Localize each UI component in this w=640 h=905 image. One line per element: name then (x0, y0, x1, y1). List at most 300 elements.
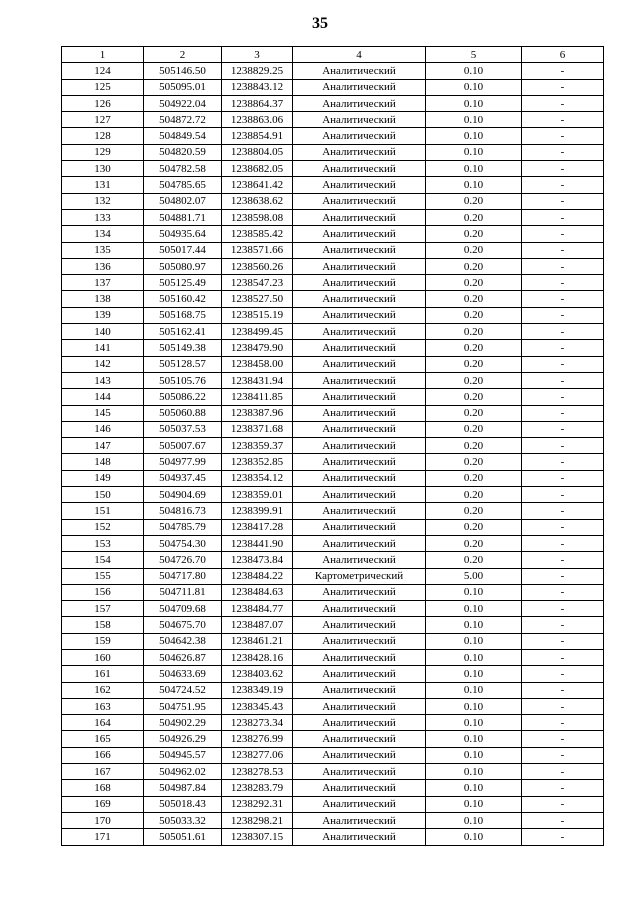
description-cell: - (522, 193, 604, 209)
method-cell: Аналитический (293, 780, 426, 796)
accuracy-cell: 0.20 (426, 487, 522, 503)
method-cell: Аналитический (293, 226, 426, 242)
y-coordinate-cell: 1238349.19 (222, 682, 293, 698)
table-row (62, 503, 604, 519)
description-cell: - (522, 829, 604, 845)
accuracy-cell: 0.10 (426, 144, 522, 160)
y-coordinate-cell: 1238441.90 (222, 535, 293, 551)
accuracy-cell: 0.10 (426, 112, 522, 128)
accuracy-cell: 0.10 (426, 617, 522, 633)
point-number-cell: 157 (62, 601, 144, 617)
x-coordinate-cell: 504816.73 (144, 503, 222, 519)
description-cell: - (522, 764, 604, 780)
x-coordinate-cell: 505051.61 (144, 829, 222, 845)
point-number-cell: 156 (62, 584, 144, 600)
point-number-cell: 124 (62, 63, 144, 79)
column-header: 4 (293, 47, 426, 63)
point-number-cell: 161 (62, 666, 144, 682)
x-coordinate-cell: 505128.57 (144, 356, 222, 372)
description-cell: - (522, 454, 604, 470)
description-cell: - (522, 340, 604, 356)
table-row (62, 438, 604, 454)
point-number-cell: 143 (62, 372, 144, 388)
column-header: 5 (426, 47, 522, 63)
point-number-cell: 166 (62, 747, 144, 763)
point-number-cell: 168 (62, 780, 144, 796)
y-coordinate-cell: 1238292.31 (222, 796, 293, 812)
accuracy-cell: 0.10 (426, 698, 522, 714)
table-row (62, 617, 604, 633)
accuracy-cell: 0.10 (426, 812, 522, 828)
x-coordinate-cell: 505168.75 (144, 307, 222, 323)
point-number-cell: 138 (62, 291, 144, 307)
accuracy-cell: 0.20 (426, 193, 522, 209)
y-coordinate-cell: 1238854.91 (222, 128, 293, 144)
method-cell: Аналитический (293, 617, 426, 633)
description-cell: - (522, 731, 604, 747)
column-header: 6 (522, 47, 604, 63)
y-coordinate-cell: 1238428.16 (222, 649, 293, 665)
y-coordinate-cell: 1238585.42 (222, 226, 293, 242)
y-coordinate-cell: 1238863.06 (222, 112, 293, 128)
table-row (62, 812, 604, 828)
y-coordinate-cell: 1238515.19 (222, 307, 293, 323)
point-number-cell: 148 (62, 454, 144, 470)
y-coordinate-cell: 1238359.01 (222, 487, 293, 503)
page-number: 35 (312, 15, 328, 32)
point-number-cell: 128 (62, 128, 144, 144)
table-row (62, 275, 604, 291)
method-cell: Аналитический (293, 356, 426, 372)
table-row (62, 584, 604, 600)
accuracy-cell: 0.10 (426, 764, 522, 780)
accuracy-cell: 0.10 (426, 666, 522, 682)
description-cell: - (522, 63, 604, 79)
accuracy-cell: 0.10 (426, 633, 522, 649)
x-coordinate-cell: 504785.65 (144, 177, 222, 193)
table-row (62, 324, 604, 340)
table-row (62, 209, 604, 225)
description-cell: - (522, 291, 604, 307)
table-row (62, 764, 604, 780)
accuracy-cell: 0.20 (426, 340, 522, 356)
method-cell: Аналитический (293, 715, 426, 731)
y-coordinate-cell: 1238864.37 (222, 95, 293, 111)
y-coordinate-cell: 1238354.12 (222, 470, 293, 486)
point-number-cell: 147 (62, 438, 144, 454)
y-coordinate-cell: 1238473.84 (222, 552, 293, 568)
x-coordinate-cell: 504675.70 (144, 617, 222, 633)
table-row (62, 79, 604, 95)
accuracy-cell: 0.10 (426, 829, 522, 845)
y-coordinate-cell: 1238345.43 (222, 698, 293, 714)
method-cell: Аналитический (293, 324, 426, 340)
description-cell: - (522, 584, 604, 600)
method-cell: Аналитический (293, 503, 426, 519)
method-cell: Аналитический (293, 698, 426, 714)
y-coordinate-cell: 1238283.79 (222, 780, 293, 796)
point-number-cell: 158 (62, 617, 144, 633)
method-cell: Аналитический (293, 601, 426, 617)
point-number-cell: 139 (62, 307, 144, 323)
y-coordinate-cell: 1238638.62 (222, 193, 293, 209)
table-row (62, 731, 604, 747)
point-number-cell: 134 (62, 226, 144, 242)
method-cell: Аналитический (293, 470, 426, 486)
y-coordinate-cell: 1238487.07 (222, 617, 293, 633)
accuracy-cell: 0.20 (426, 421, 522, 437)
x-coordinate-cell: 504751.95 (144, 698, 222, 714)
table-row (62, 112, 604, 128)
accuracy-cell: 0.10 (426, 780, 522, 796)
point-number-cell: 160 (62, 649, 144, 665)
point-number-cell: 171 (62, 829, 144, 845)
table-row (62, 128, 604, 144)
accuracy-cell: 0.20 (426, 307, 522, 323)
description-cell: - (522, 226, 604, 242)
point-number-cell: 165 (62, 731, 144, 747)
x-coordinate-cell: 504902.29 (144, 715, 222, 731)
point-number-cell: 169 (62, 796, 144, 812)
x-coordinate-cell: 504820.59 (144, 144, 222, 160)
point-number-cell: 144 (62, 389, 144, 405)
accuracy-cell: 0.10 (426, 95, 522, 111)
y-coordinate-cell: 1238461.21 (222, 633, 293, 649)
accuracy-cell: 0.20 (426, 291, 522, 307)
table-row (62, 552, 604, 568)
table-row (62, 63, 604, 79)
x-coordinate-cell: 504962.02 (144, 764, 222, 780)
description-cell: - (522, 209, 604, 225)
y-coordinate-cell: 1238484.22 (222, 568, 293, 584)
description-cell: - (522, 95, 604, 111)
table-row (62, 226, 604, 242)
x-coordinate-cell: 504782.58 (144, 161, 222, 177)
x-coordinate-cell: 504709.68 (144, 601, 222, 617)
description-cell: - (522, 796, 604, 812)
accuracy-cell: 0.20 (426, 356, 522, 372)
accuracy-cell: 0.20 (426, 389, 522, 405)
accuracy-cell: 0.10 (426, 128, 522, 144)
y-coordinate-cell: 1238273.34 (222, 715, 293, 731)
accuracy-cell: 0.20 (426, 552, 522, 568)
y-coordinate-cell: 1238458.00 (222, 356, 293, 372)
method-cell: Аналитический (293, 584, 426, 600)
y-coordinate-cell: 1238298.21 (222, 812, 293, 828)
method-cell: Аналитический (293, 829, 426, 845)
y-coordinate-cell: 1238411.85 (222, 389, 293, 405)
point-number-cell: 127 (62, 112, 144, 128)
method-cell: Аналитический (293, 421, 426, 437)
x-coordinate-cell: 504872.72 (144, 112, 222, 128)
description-cell: - (522, 258, 604, 274)
table-row (62, 698, 604, 714)
method-cell: Аналитический (293, 682, 426, 698)
description-cell: - (522, 503, 604, 519)
x-coordinate-cell: 504926.29 (144, 731, 222, 747)
y-coordinate-cell: 1238278.53 (222, 764, 293, 780)
x-coordinate-cell: 505095.01 (144, 79, 222, 95)
accuracy-cell: 0.20 (426, 470, 522, 486)
method-cell: Аналитический (293, 209, 426, 225)
method-cell: Аналитический (293, 63, 426, 79)
x-coordinate-cell: 505149.38 (144, 340, 222, 356)
description-cell: - (522, 698, 604, 714)
method-cell: Аналитический (293, 454, 426, 470)
table-row (62, 649, 604, 665)
x-coordinate-cell: 505017.44 (144, 242, 222, 258)
x-coordinate-cell: 504849.54 (144, 128, 222, 144)
x-coordinate-cell: 504626.87 (144, 649, 222, 665)
y-coordinate-cell: 1238484.77 (222, 601, 293, 617)
header-row (62, 47, 604, 63)
accuracy-cell: 0.10 (426, 747, 522, 763)
table-row (62, 519, 604, 535)
x-coordinate-cell: 505162.41 (144, 324, 222, 340)
table-row (62, 95, 604, 111)
x-coordinate-cell: 504726.70 (144, 552, 222, 568)
point-number-cell: 149 (62, 470, 144, 486)
y-coordinate-cell: 1238598.08 (222, 209, 293, 225)
x-coordinate-cell: 504717.80 (144, 568, 222, 584)
table-row (62, 829, 604, 845)
table-body (62, 63, 604, 845)
table-row (62, 601, 604, 617)
x-coordinate-cell: 504945.57 (144, 747, 222, 763)
x-coordinate-cell: 504935.64 (144, 226, 222, 242)
table-row (62, 144, 604, 160)
description-cell: - (522, 242, 604, 258)
x-coordinate-cell: 504977.99 (144, 454, 222, 470)
point-number-cell: 152 (62, 519, 144, 535)
x-coordinate-cell: 505160.42 (144, 291, 222, 307)
method-cell: Аналитический (293, 731, 426, 747)
method-cell: Аналитический (293, 340, 426, 356)
point-number-cell: 159 (62, 633, 144, 649)
description-cell: - (522, 812, 604, 828)
method-cell: Аналитический (293, 535, 426, 551)
method-cell: Аналитический (293, 438, 426, 454)
description-cell: - (522, 747, 604, 763)
accuracy-cell: 0.20 (426, 372, 522, 388)
y-coordinate-cell: 1238431.94 (222, 372, 293, 388)
description-cell: - (522, 389, 604, 405)
point-number-cell: 130 (62, 161, 144, 177)
x-coordinate-cell: 505060.88 (144, 405, 222, 421)
description-cell: - (522, 324, 604, 340)
y-coordinate-cell: 1238560.26 (222, 258, 293, 274)
column-header: 1 (62, 47, 144, 63)
point-number-cell: 163 (62, 698, 144, 714)
point-number-cell: 136 (62, 258, 144, 274)
y-coordinate-cell: 1238484.63 (222, 584, 293, 600)
accuracy-cell: 0.20 (426, 209, 522, 225)
y-coordinate-cell: 1238804.05 (222, 144, 293, 160)
y-coordinate-cell: 1238352.85 (222, 454, 293, 470)
point-number-cell: 133 (62, 209, 144, 225)
description-cell: - (522, 487, 604, 503)
description-cell: - (522, 780, 604, 796)
table-row (62, 258, 604, 274)
accuracy-cell: 0.10 (426, 682, 522, 698)
accuracy-cell: 0.10 (426, 584, 522, 600)
method-cell: Аналитический (293, 747, 426, 763)
y-coordinate-cell: 1238527.50 (222, 291, 293, 307)
y-coordinate-cell: 1238277.06 (222, 747, 293, 763)
y-coordinate-cell: 1238547.23 (222, 275, 293, 291)
accuracy-cell: 0.20 (426, 324, 522, 340)
method-cell: Аналитический (293, 275, 426, 291)
point-number-cell: 137 (62, 275, 144, 291)
method-cell: Аналитический (293, 812, 426, 828)
point-number-cell: 164 (62, 715, 144, 731)
accuracy-cell: 0.10 (426, 731, 522, 747)
point-number-cell: 132 (62, 193, 144, 209)
y-coordinate-cell: 1238399.91 (222, 503, 293, 519)
description-cell: - (522, 275, 604, 291)
description-cell: - (522, 372, 604, 388)
point-number-cell: 170 (62, 812, 144, 828)
table-row (62, 307, 604, 323)
table-row (62, 470, 604, 486)
point-number-cell: 142 (62, 356, 144, 372)
method-cell: Аналитический (293, 128, 426, 144)
y-coordinate-cell: 1238276.99 (222, 731, 293, 747)
x-coordinate-cell: 504922.04 (144, 95, 222, 111)
table-row (62, 177, 604, 193)
method-cell: Аналитический (293, 95, 426, 111)
point-number-cell: 140 (62, 324, 144, 340)
x-coordinate-cell: 504904.69 (144, 487, 222, 503)
accuracy-cell: 0.20 (426, 226, 522, 242)
table-header (62, 47, 604, 63)
point-number-cell: 153 (62, 535, 144, 551)
table-row (62, 568, 604, 584)
x-coordinate-cell: 504881.71 (144, 209, 222, 225)
x-coordinate-cell: 504711.81 (144, 584, 222, 600)
accuracy-cell: 0.20 (426, 275, 522, 291)
table-row (62, 454, 604, 470)
description-cell: - (522, 112, 604, 128)
accuracy-cell: 0.20 (426, 242, 522, 258)
x-coordinate-cell: 504754.30 (144, 535, 222, 551)
description-cell: - (522, 405, 604, 421)
accuracy-cell: 5.00 (426, 568, 522, 584)
accuracy-cell: 0.10 (426, 649, 522, 665)
accuracy-cell: 0.10 (426, 796, 522, 812)
point-number-cell: 126 (62, 95, 144, 111)
method-cell: Аналитический (293, 633, 426, 649)
method-cell: Аналитический (293, 291, 426, 307)
method-cell: Аналитический (293, 193, 426, 209)
description-cell: - (522, 601, 604, 617)
description-cell: - (522, 421, 604, 437)
x-coordinate-cell: 505007.67 (144, 438, 222, 454)
table-row (62, 780, 604, 796)
table-row (62, 796, 604, 812)
description-cell: - (522, 144, 604, 160)
point-number-cell: 135 (62, 242, 144, 258)
table-row (62, 242, 604, 258)
accuracy-cell: 0.20 (426, 258, 522, 274)
description-cell: - (522, 568, 604, 584)
description-cell: - (522, 79, 604, 95)
point-number-cell: 167 (62, 764, 144, 780)
method-cell: Аналитический (293, 764, 426, 780)
accuracy-cell: 0.10 (426, 161, 522, 177)
table-row (62, 715, 604, 731)
x-coordinate-cell: 505146.50 (144, 63, 222, 79)
description-cell: - (522, 715, 604, 731)
y-coordinate-cell: 1238843.12 (222, 79, 293, 95)
x-coordinate-cell: 504633.69 (144, 666, 222, 682)
table-row (62, 535, 604, 551)
table-row (62, 193, 604, 209)
table-row (62, 405, 604, 421)
accuracy-cell: 0.10 (426, 79, 522, 95)
description-cell: - (522, 666, 604, 682)
point-number-cell: 154 (62, 552, 144, 568)
x-coordinate-cell: 505037.53 (144, 421, 222, 437)
accuracy-cell: 0.10 (426, 177, 522, 193)
table-row (62, 389, 604, 405)
y-coordinate-cell: 1238371.68 (222, 421, 293, 437)
method-cell: Аналитический (293, 796, 426, 812)
method-cell: Аналитический (293, 258, 426, 274)
description-cell: - (522, 682, 604, 698)
y-coordinate-cell: 1238359.37 (222, 438, 293, 454)
y-coordinate-cell: 1238307.15 (222, 829, 293, 845)
point-number-cell: 141 (62, 340, 144, 356)
description-cell: - (522, 552, 604, 568)
point-number-cell: 129 (62, 144, 144, 160)
method-cell: Аналитический (293, 177, 426, 193)
accuracy-cell: 0.20 (426, 454, 522, 470)
y-coordinate-cell: 1238641.42 (222, 177, 293, 193)
y-coordinate-cell: 1238417.28 (222, 519, 293, 535)
point-number-cell: 125 (62, 79, 144, 95)
y-coordinate-cell: 1238403.62 (222, 666, 293, 682)
y-coordinate-cell: 1238682.05 (222, 161, 293, 177)
point-number-cell: 145 (62, 405, 144, 421)
description-cell: - (522, 307, 604, 323)
method-cell: Картометрический (293, 568, 426, 584)
description-cell: - (522, 535, 604, 551)
method-cell: Аналитический (293, 666, 426, 682)
description-cell: - (522, 617, 604, 633)
accuracy-cell: 0.20 (426, 503, 522, 519)
accuracy-cell: 0.10 (426, 63, 522, 79)
point-number-cell: 131 (62, 177, 144, 193)
table-row (62, 421, 604, 437)
method-cell: Аналитический (293, 487, 426, 503)
method-cell: Аналитический (293, 112, 426, 128)
y-coordinate-cell: 1238387.96 (222, 405, 293, 421)
description-cell: - (522, 356, 604, 372)
table-row (62, 356, 604, 372)
column-header: 2 (144, 47, 222, 63)
x-coordinate-cell: 505105.76 (144, 372, 222, 388)
description-cell: - (522, 633, 604, 649)
description-cell: - (522, 177, 604, 193)
table-row (62, 666, 604, 682)
point-number-cell: 146 (62, 421, 144, 437)
x-coordinate-cell: 505033.32 (144, 812, 222, 828)
method-cell: Аналитический (293, 79, 426, 95)
description-cell: - (522, 161, 604, 177)
point-number-cell: 150 (62, 487, 144, 503)
accuracy-cell: 0.10 (426, 601, 522, 617)
